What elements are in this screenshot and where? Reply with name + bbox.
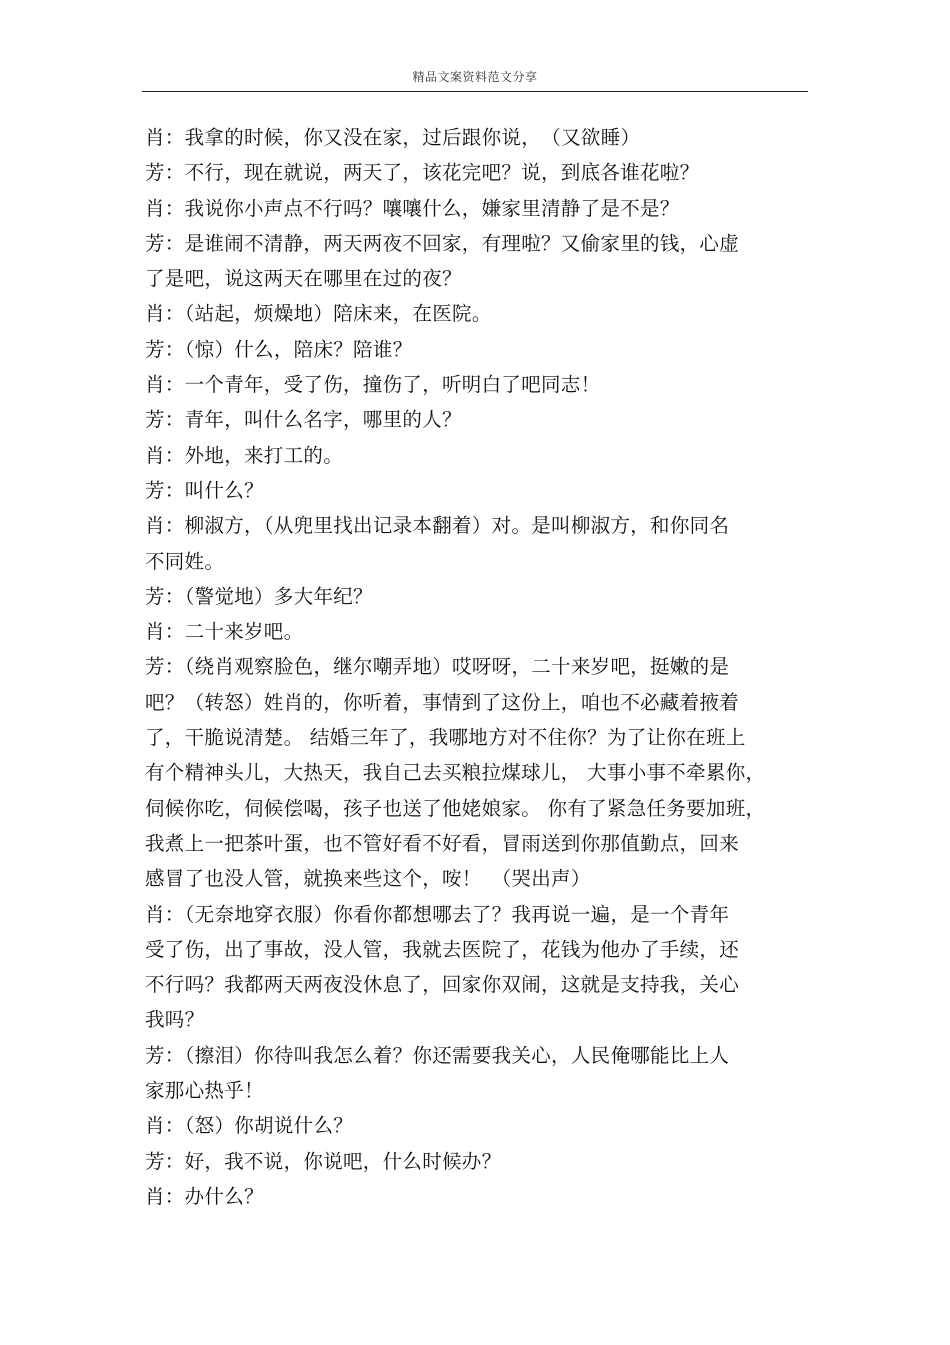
text-line: 肖：办什么？ bbox=[145, 1184, 264, 1208]
text-line: 肖：二十来岁吧。 bbox=[145, 620, 304, 644]
text-line: 肖：我拿的时候，你又没在家，过后跟你说， （又欲睡） bbox=[145, 126, 641, 149]
text-line: 了，干脆说清楚。 结婚三年了，我哪地方对不住你？为了让你在班上 bbox=[145, 726, 746, 750]
text-line: 受了伤，出了事故，没人管，我就去医院了，花钱为他办了手续，还 bbox=[145, 937, 740, 961]
text-line: 伺候你吃，伺候偿喝，孩子也送了他姥娘家。 你有了紧急任务要加班， bbox=[145, 796, 766, 820]
text-line: 芳：青年，叫什么名字，哪里的人？ bbox=[145, 408, 462, 432]
text-line: 芳：好，我不说，你说吧，什么时候办？ bbox=[145, 1149, 502, 1173]
text-line: 芳：（擦泪）你待叫我怎么着？你还需要我关心，人民俺哪能比上人 bbox=[145, 1043, 730, 1067]
text-line: 家那心热乎！ bbox=[145, 1079, 264, 1103]
text-line: 肖：一个青年，受了伤，撞伤了，听明白了吧同志！ bbox=[145, 373, 601, 397]
text-line: 有个精神头儿，大热天，我自己去买粮拉煤球儿， 大事小事不牵累你， bbox=[145, 761, 766, 785]
text-line: 肖：（怒）你胡说什么？ bbox=[145, 1114, 354, 1138]
text-line: 我吗？ bbox=[145, 1008, 205, 1032]
page-header bbox=[142, 60, 808, 92]
text-line: 我煮上一把茶叶蛋，也不管好看不好看，冒雨送到你那值勤点，回来 bbox=[145, 831, 740, 855]
text-line: 芳：（绕肖观察脸色，继尔嘲弄地）哎呀呀，二十来岁吧，挺嫩的是 bbox=[145, 655, 730, 679]
text-line: 不行吗？我都两天两夜没休息了，回家你双闹，这就是支持我，关心 bbox=[145, 973, 740, 997]
text-line: 肖：我说你小声点不行吗？嚷嚷什么，嫌家里清静了是不是？ bbox=[145, 196, 680, 220]
text-line: 肖：（站起，烦燥地）陪床来，在医院。 bbox=[145, 302, 492, 326]
text-line: 芳：（惊）什么，陪床？陪谁？ bbox=[145, 337, 413, 361]
text-line: 肖：柳淑方，（从兜里找出记录本翻着）对。是叫柳淑方，和你同名 bbox=[145, 514, 730, 538]
text-line: 了是吧，说这两天在哪里在过的夜？ bbox=[145, 267, 462, 291]
header-title: 精品文案资料范文分享 bbox=[412, 70, 538, 84]
text-line: 芳：不行，现在就说，两天了，该花完吧？说，到底各谁花啦？ bbox=[145, 161, 700, 185]
script-body bbox=[145, 120, 785, 1214]
text-line: 肖：（无奈地穿衣服）你看你都想哪去了？我再说一遍，是一个青年 bbox=[145, 902, 730, 926]
text-line: 芳：是谁闹不清静，两天两夜不回家，有理啦？又偷家里的钱，心虚 bbox=[145, 231, 740, 255]
text-line: 不同姓。 bbox=[145, 549, 225, 573]
text-line: 芳：（警觉地）多大年纪？ bbox=[145, 584, 373, 608]
text-line: 芳：叫什么？ bbox=[145, 478, 264, 502]
text-line: 肖：外地，来打工的。 bbox=[145, 443, 344, 467]
text-line: 感冒了也没人管，就换来些这个，咹！ （哭出声） bbox=[145, 867, 591, 891]
text-line: 吧？（转怒）姓肖的，你听着，事情到了这份上，咱也不必藏着掖着 bbox=[145, 690, 740, 714]
